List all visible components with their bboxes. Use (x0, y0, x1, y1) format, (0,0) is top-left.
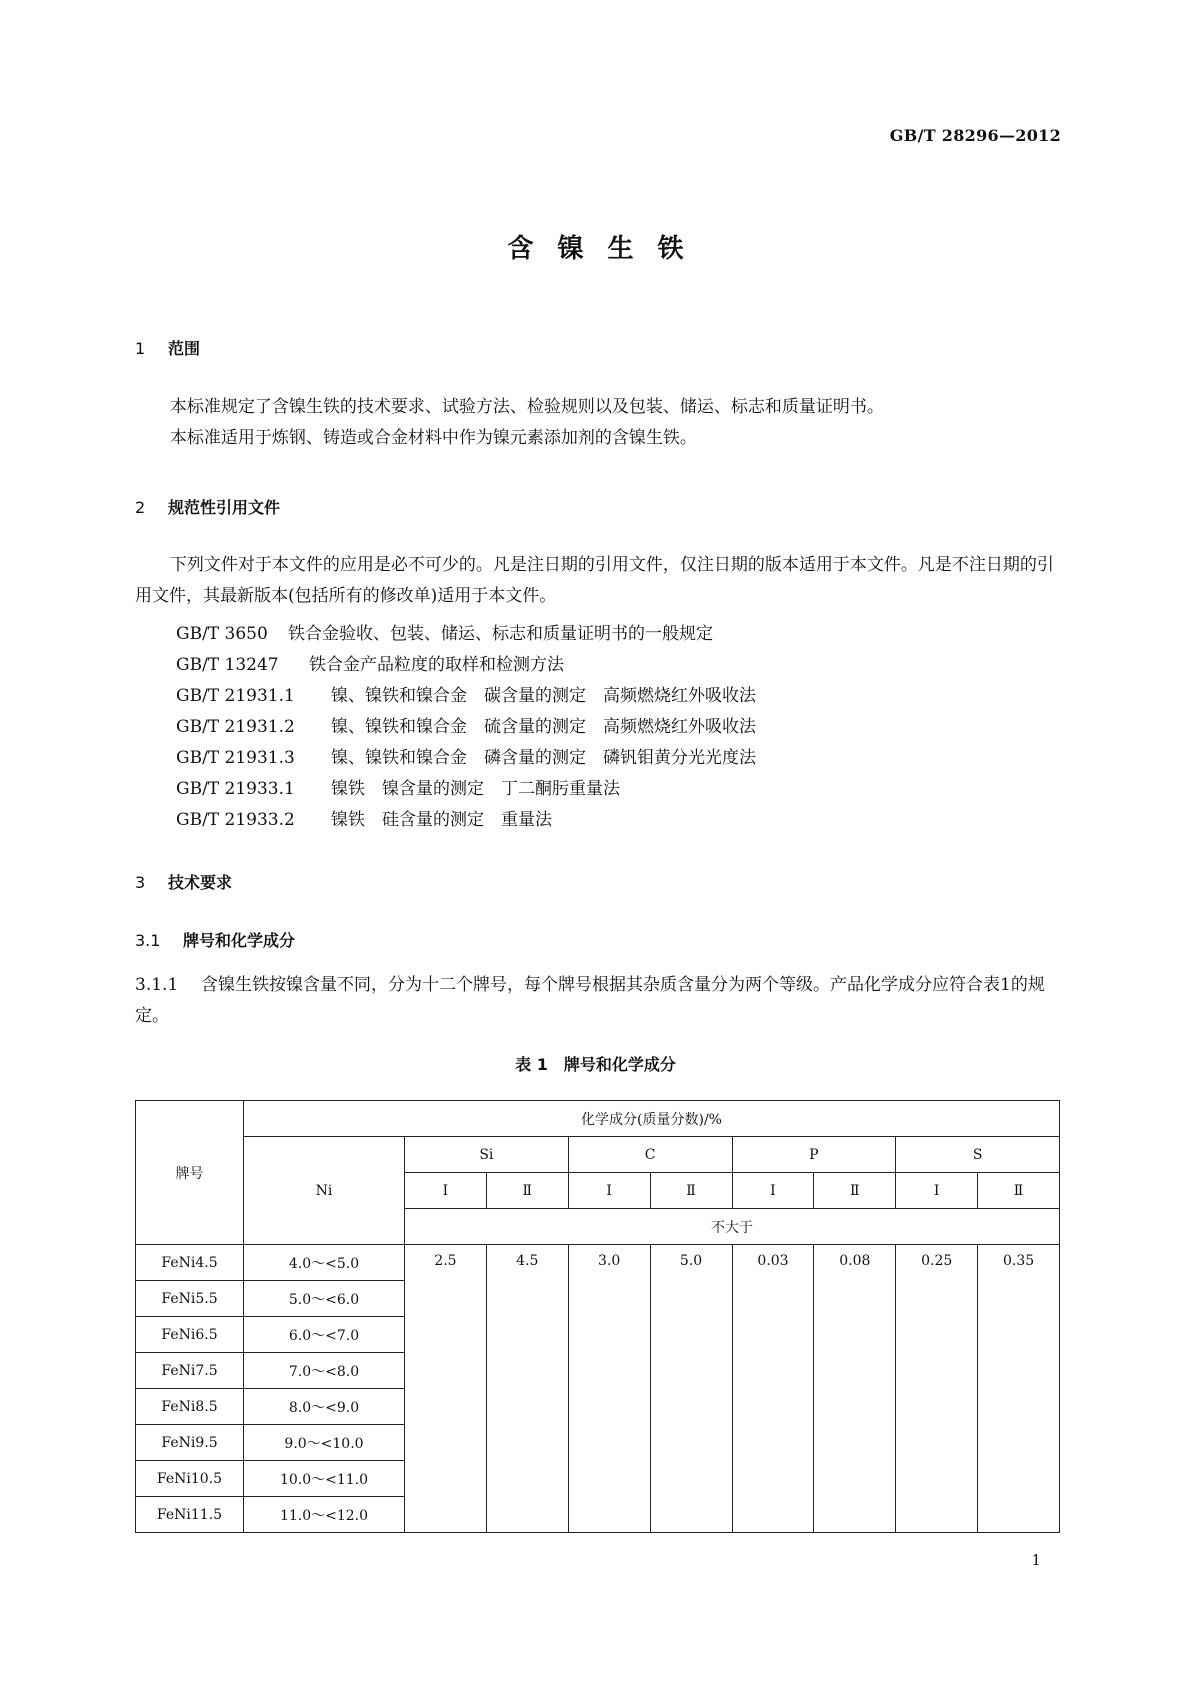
ref-code: GB/T 3650 (176, 624, 268, 644)
reference-item (176, 681, 756, 706)
grade-header: 牌号 (136, 1101, 244, 1245)
ni-cell: 7.0～<8.0 (244, 1353, 405, 1389)
section-1-heading (135, 336, 200, 359)
ni-cell: 6.0～<7.0 (244, 1317, 405, 1353)
level-header: Ⅰ (405, 1173, 487, 1209)
subsection-number: 3.1 (135, 931, 161, 950)
section-number: 3 (135, 873, 146, 892)
element-header: S (896, 1137, 1060, 1173)
grade-cell: FeNi4.5 (136, 1245, 244, 1281)
grade-cell: FeNi5.5 (136, 1281, 244, 1317)
limit-cell: 3.0 (568, 1245, 650, 1533)
section-title: 规范性引用文件 (168, 498, 281, 517)
section-title: 技术要求 (168, 873, 233, 892)
ref-code: GB/T 21931.2 (176, 717, 295, 737)
max-header: 不大于 (405, 1209, 1060, 1245)
table-row (136, 1245, 1060, 1281)
grade-cell: FeNi11.5 (136, 1497, 244, 1533)
ref-code: GB/T 21931.3 (176, 748, 295, 768)
section-2-heading (135, 495, 280, 518)
table-header-row (136, 1137, 1060, 1173)
ref-title: 镍、镍铁和镍合金 磷含量的测定 磷钒钼黄分光光度法 (331, 748, 756, 768)
ni-cell: 8.0～<9.0 (244, 1389, 405, 1425)
ref-title: 镍铁 硅含量的测定 重量法 (331, 810, 552, 830)
limit-cell: 0.25 (896, 1245, 978, 1533)
limit-cell: 4.5 (486, 1245, 568, 1533)
ref-code: GB/T 21931.1 (176, 686, 295, 706)
table-caption: 表 1 牌号和化学成分 (515, 1055, 676, 1074)
ref-code: GB/T 13247 (176, 655, 279, 675)
level-header: Ⅱ (814, 1173, 896, 1209)
reference-item (176, 743, 756, 768)
reference-item (176, 650, 564, 675)
ni-cell: 5.0～<6.0 (244, 1281, 405, 1317)
subsection-title: 牌号和化学成分 (183, 931, 296, 950)
grade-cell: FeNi10.5 (136, 1461, 244, 1497)
reference-item (176, 774, 620, 799)
ref-title: 镍、镍铁和镍合金 碳含量的测定 高频燃烧红外吸收法 (331, 686, 756, 706)
ni-cell: 4.0～<5.0 (244, 1245, 405, 1281)
limit-cell: 0.08 (814, 1245, 896, 1533)
section-title: 范围 (168, 339, 201, 358)
ref-code: GB/T 21933.2 (176, 810, 295, 830)
section-number: 1 (135, 339, 146, 358)
ni-cell: 9.0～<10.0 (244, 1425, 405, 1461)
clause-number: 3.1.1 (135, 975, 179, 995)
paragraph: 本标准适用于炼钢、铸造或合金材料中作为镍元素添加剂的含镍生铁。 (169, 428, 697, 448)
section-number: 2 (135, 498, 146, 517)
ref-code: GB/T 21933.1 (176, 779, 295, 799)
ref-title: 铁合金产品粒度的取样和检测方法 (309, 655, 564, 675)
element-header: C (568, 1137, 732, 1173)
level-header: Ⅱ (978, 1173, 1060, 1209)
subsection-3-1-heading (135, 928, 295, 951)
level-header: Ⅰ (732, 1173, 814, 1209)
composition-table (135, 1100, 1060, 1533)
paragraph: 下列文件对于本文件的应用是必不可少的。凡是注日期的引用文件，仅注日期的版本适用于本文件。凡是不注日期的引用文件，其最新版本(包括所有的修改单)适用于本文件。 (135, 555, 1054, 606)
table-header-row (136, 1101, 1060, 1137)
page-title: 含镍生铁 (507, 234, 708, 264)
standard-number: GB/T 28296—2012 (889, 126, 1061, 145)
reference-item (176, 805, 552, 830)
limit-cell: 0.35 (978, 1245, 1060, 1533)
ref-title: 镍铁 镍含量的测定 丁二酮肟重量法 (331, 779, 620, 799)
reference-item (176, 619, 713, 644)
composition-header: 化学成分(质量分数)/% (244, 1101, 1060, 1137)
ni-cell: 11.0～<12.0 (244, 1497, 405, 1533)
grade-cell: FeNi7.5 (136, 1353, 244, 1389)
section-3-heading (135, 870, 232, 893)
paragraph: 本标准规定了含镍生铁的技术要求、试验方法、检验规则以及包装、储运、标志和质量证明书。 (169, 397, 884, 417)
reference-item (176, 712, 756, 737)
element-header: Si (405, 1137, 569, 1173)
limit-cell: 0.03 (732, 1245, 814, 1533)
clause-text: 含镍生铁按镍含量不同，分为十二个牌号，每个牌号根据其杂质含量分为两个等级。产品化学成分应符合表1的规定。 (135, 975, 1045, 1026)
limit-cell: 2.5 (405, 1245, 487, 1533)
clause-3-1-1 (135, 970, 1060, 1032)
limit-cell: 5.0 (650, 1245, 732, 1533)
grade-cell: FeNi6.5 (136, 1317, 244, 1353)
grade-cell: FeNi8.5 (136, 1389, 244, 1425)
grade-cell: FeNi9.5 (136, 1425, 244, 1461)
level-header: Ⅰ (568, 1173, 650, 1209)
ni-cell: 10.0～<11.0 (244, 1461, 405, 1497)
ref-title: 铁合金验收、包装、储运、标志和质量证明书的一般规定 (288, 624, 713, 644)
level-header: Ⅱ (486, 1173, 568, 1209)
level-header: Ⅰ (896, 1173, 978, 1209)
page-number: 1 (1031, 1551, 1041, 1569)
ref-title: 镍、镍铁和镍合金 硫含量的测定 高频燃烧红外吸收法 (331, 717, 756, 737)
level-header: Ⅱ (650, 1173, 732, 1209)
element-header: P (732, 1137, 896, 1173)
ni-header: Ni (244, 1137, 405, 1245)
